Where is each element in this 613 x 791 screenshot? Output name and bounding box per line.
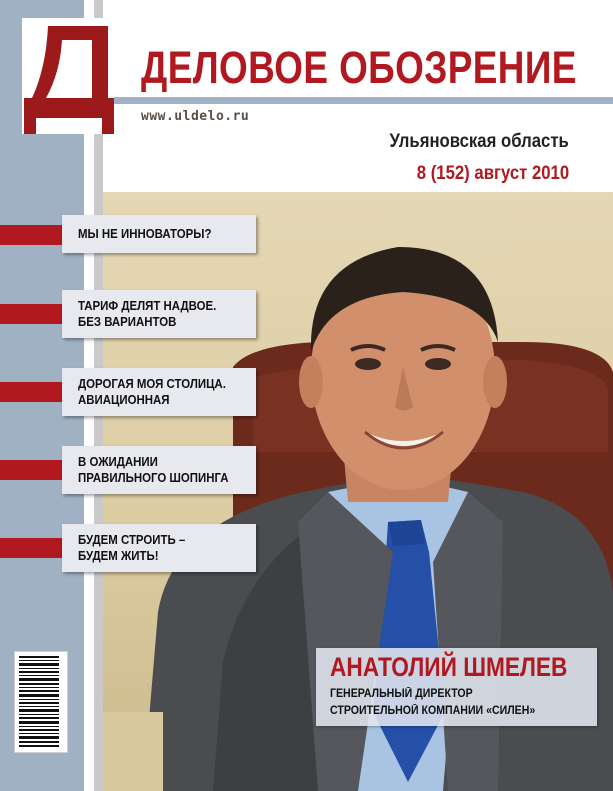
region-label: Ульяновская область [389, 131, 569, 152]
headline-text [78, 376, 226, 408]
headline-line1: МЫ НЕ ИННОВАТОРЫ? [78, 226, 212, 241]
headline-tab[interactable] [0, 446, 258, 494]
tab-red-marker [0, 304, 62, 324]
headline-line2: БУДЕМ ЖИТЬ! [78, 548, 159, 563]
headline-text [78, 226, 211, 242]
barcode [14, 651, 68, 753]
headline-tab[interactable] [0, 290, 258, 338]
headline-text [78, 454, 229, 486]
headline-line1: В ОЖИДАНИИ [78, 454, 158, 469]
logo-mark [22, 18, 114, 134]
issue-number: 8 (152) август 2010 [416, 163, 569, 184]
headline-text [78, 532, 185, 564]
headline-line2: БЕЗ ВАРИАНТОВ [78, 314, 177, 329]
tab-red-marker [0, 538, 62, 558]
headline-line2: ПРАВИЛЬНОГО ШОПИНГА [78, 470, 229, 485]
headline-tab[interactable] [0, 215, 258, 253]
headline-line2: АВИАЦИОННАЯ [78, 392, 170, 407]
logo [22, 18, 114, 134]
cover-person-role-line2: СТРОИТЕЛЬНОЙ КОМПАНИИ «СИЛЕН» [330, 705, 536, 717]
website-url[interactable]: www.uldelo.ru [141, 109, 250, 124]
headline-tab[interactable] [0, 368, 258, 416]
headline-tab[interactable] [0, 524, 258, 572]
headline-line1: ДОРОГАЯ МОЯ СТОЛИЦА. [78, 376, 226, 391]
tab-red-marker [0, 225, 62, 245]
magazine-title: ДЕЛОВОЕ ОБОЗРЕНИЕ [141, 42, 577, 93]
header-rule [94, 97, 613, 104]
headline-line1: ТАРИФ ДЕЛЯТ НАДВОЕ. [78, 298, 217, 313]
cover-person-name: АНАТОЛИЙ ШМЕЛЕВ [330, 652, 568, 682]
headline-text [78, 298, 216, 330]
barcode-bars [15, 652, 67, 752]
cover-person-role-line1: ГЕНЕРАЛЬНЫЙ ДИРЕКТОР [330, 688, 473, 700]
tab-red-marker [0, 460, 62, 480]
headline-line1: БУДЕМ СТРОИТЬ – [78, 532, 186, 547]
tab-red-marker [0, 382, 62, 402]
